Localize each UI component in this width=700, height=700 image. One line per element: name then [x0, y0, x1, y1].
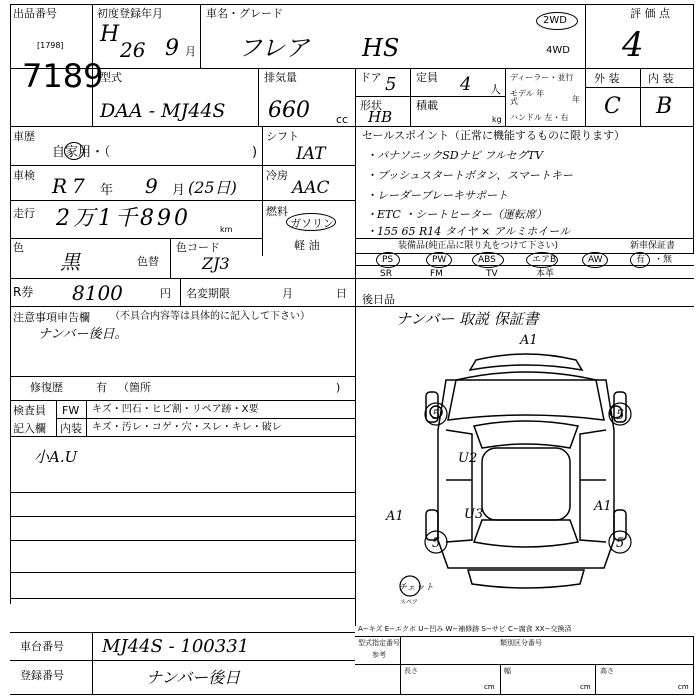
color-label: 色	[13, 241, 24, 254]
inspector-int-label: 内装	[60, 422, 82, 435]
exterior-label: 外 装	[594, 72, 620, 85]
rule-4	[10, 572, 355, 573]
sales-item-1: ・パナソニックSDナビ フルセグTV	[366, 149, 543, 162]
row-recycle	[10, 278, 694, 279]
inspector-label-2: 記入欄	[13, 422, 46, 435]
color-value: 黒	[60, 250, 80, 274]
inspection-month: 9	[145, 174, 158, 198]
border-right	[693, 4, 694, 254]
footer-top-right	[355, 636, 694, 637]
equip-warranty-yes: 有	[636, 255, 646, 265]
fuel-label: 燃料	[266, 205, 288, 218]
name-change-unit: 月	[282, 287, 293, 300]
equip-aw: AW	[588, 255, 603, 265]
right-side-shape	[580, 430, 606, 542]
later-value: ナンバー 取説 保証書	[396, 310, 539, 328]
footer-divider-cert	[400, 636, 401, 695]
remarks-value: ナンバー後日。	[38, 327, 128, 342]
equip-ps: PS	[382, 255, 394, 265]
equip-warranty-label: 新車保証書	[630, 241, 676, 251]
sales-item-5: ・155 65 R14 タイヤ × アルミホイール	[366, 225, 571, 238]
dealer-label: ディーラー・並行	[510, 73, 574, 82]
displacement-value: 660	[268, 98, 310, 123]
height-label: 高さ	[600, 667, 614, 675]
color-code-value: ZJ3	[202, 254, 230, 273]
repair-location: （箇所	[118, 381, 151, 394]
equip-airbag-circle	[526, 252, 558, 268]
mark-left-rear: A1	[386, 509, 404, 524]
displacement-label: 排気量	[264, 71, 297, 84]
later-label: 後日品	[362, 293, 395, 306]
first-reg-month-unit: 月	[185, 45, 196, 58]
mileage-unit: km	[220, 225, 233, 234]
car-name-label: 車名・グレード	[206, 7, 283, 20]
mark-tire-rl: 5	[432, 536, 441, 551]
inspection-year: 7	[72, 174, 85, 198]
car-diagram	[356, 330, 692, 620]
inspection-year-unit: 年	[100, 183, 114, 198]
row-equip	[355, 238, 694, 239]
reg-value: ナンバー後日	[146, 668, 241, 687]
length-unit: cm	[484, 683, 495, 691]
rear-bumper-shape	[468, 570, 584, 588]
lot-label: 出品番号	[13, 7, 57, 20]
repair-close: )	[336, 381, 341, 394]
row-inspector	[10, 400, 355, 401]
cert-sub: 参考	[372, 651, 386, 659]
remarks-hint: （不具合内容等は具体的に記入して下さい）	[110, 311, 310, 322]
inspection-day: (25日)	[188, 178, 237, 197]
divider-namechg	[180, 278, 181, 306]
row-divider-2	[10, 126, 694, 127]
sales-item-2: ・プッシュスタートボタン、スマートキー	[366, 169, 573, 182]
inspector-fw-label: FW	[62, 404, 80, 417]
divider-extra	[355, 90, 356, 130]
diagram-legend: A−キズ E−エクボ U−凹み W−補修跡 S−サビ C−腐食 XX−交換済	[358, 625, 572, 633]
inspector-note: 小A.U	[34, 448, 78, 466]
row-divider-ext	[585, 87, 694, 88]
footer-divider-left	[92, 632, 93, 694]
hood-shape	[448, 372, 604, 420]
mileage-label: 走行	[13, 207, 35, 220]
equip-tv: TV	[486, 269, 498, 279]
equip-sr: SR	[380, 269, 392, 279]
row-divider-shape	[355, 96, 505, 97]
shift-value: IAT	[296, 144, 326, 164]
load-label: 積載	[416, 99, 438, 112]
color-code-label: 色コード	[176, 241, 220, 254]
cert-label: 型式指定番号	[358, 639, 400, 647]
footer-top-left	[10, 632, 355, 633]
row-remarks	[10, 306, 355, 307]
equip-ps-circle	[376, 252, 400, 268]
divider-dealer	[505, 68, 506, 126]
row-divider-1	[10, 68, 694, 69]
equip-warranty-no: ・無	[654, 255, 673, 265]
mark-tire-fr: 5	[616, 408, 625, 423]
front-bumper-shape	[470, 354, 582, 370]
divider-score	[585, 4, 586, 126]
inspector-fw-items: キズ・凹石・ヒビ割・リペア跡・X要	[92, 404, 259, 415]
capacity-value: 4	[460, 74, 472, 95]
displacement-unit: cc	[336, 113, 349, 126]
interior-value: B	[656, 94, 673, 119]
repair-label: 修復歴	[30, 381, 63, 394]
equip-fm: FM	[430, 269, 443, 279]
footer-bottom	[10, 694, 694, 695]
footer-divider-height	[595, 664, 596, 695]
border-top	[10, 4, 694, 5]
shift-label: シフト	[266, 130, 299, 143]
interior-label: 内 装	[648, 72, 674, 85]
sales-item-3: ・レーダーブレーキサポート	[366, 189, 509, 202]
first-reg-month: 9	[165, 36, 179, 61]
spare-sub: スペア	[400, 599, 419, 606]
repair-has: 有	[96, 381, 107, 394]
equip-pw: PW	[432, 255, 447, 265]
width-unit: cm	[580, 683, 591, 691]
row-insp-bottom	[10, 436, 356, 437]
name-change-label: 名変期限	[186, 287, 230, 300]
height-unit: cm	[678, 683, 689, 691]
model-year-unit: 年	[572, 95, 580, 104]
score-label: 評 価 点	[630, 7, 670, 20]
row-color	[10, 238, 262, 239]
divider-disp	[258, 68, 259, 126]
divider-cap	[410, 68, 411, 126]
car-name: フレア	[238, 34, 310, 62]
first-reg-era: H	[100, 22, 120, 47]
mileage-value: 2万1千890	[56, 206, 191, 231]
mark-tire-rr: 5	[616, 536, 625, 551]
inspection-era: R	[52, 174, 68, 198]
history-label: 車歴	[13, 130, 35, 143]
inspector-int-items: キズ・汚レ・コゲ・穴・スレ・キレ・破レ	[92, 422, 282, 433]
left-side-shape	[446, 430, 472, 542]
drive-2wd: 2WD	[536, 12, 578, 30]
model-year-label: モデル 年式	[510, 89, 545, 106]
lot-number: 7189	[22, 57, 104, 95]
divider-colorcode	[170, 238, 171, 278]
inspection-month-unit: 月	[172, 183, 186, 198]
footer-mid-left	[10, 660, 355, 661]
fuel-gas-circle	[286, 213, 336, 231]
equip-airbag: エアB	[532, 255, 557, 265]
class-label: 類別区分番号	[500, 639, 542, 647]
rule-5	[10, 598, 355, 599]
divider-shift	[262, 126, 263, 256]
load-unit: kg	[492, 115, 502, 124]
footer-mid-right	[355, 664, 694, 665]
rule-1	[10, 492, 355, 493]
border-left	[10, 4, 11, 604]
inspection-label: 車検	[13, 169, 35, 182]
row-insp	[10, 165, 355, 166]
aircon-value: AAC	[292, 178, 330, 198]
aircon-label: 冷房	[266, 169, 288, 182]
mark-right-rear: A1	[594, 499, 612, 514]
width-label: 幅	[504, 667, 511, 675]
remarks-label: 注意事項申告欄	[13, 311, 90, 324]
equip-leather: 本革	[536, 269, 555, 279]
footer-divider-width	[500, 664, 501, 695]
mark-left-door: U2	[458, 451, 478, 466]
first-reg-year: 26	[120, 38, 146, 62]
color-change-label: 色替	[137, 255, 159, 268]
shape-value: HB	[368, 108, 393, 126]
fuel-gas: ガソリン	[290, 217, 334, 230]
length-label: 長さ	[404, 667, 418, 675]
equip-abs: ABS	[478, 255, 496, 265]
capacity-label: 定員	[416, 71, 438, 84]
capacity-unit: 人	[490, 83, 501, 96]
doors-label: ドア	[360, 71, 382, 84]
rear-window-shape	[474, 520, 578, 547]
drive-4wd: 4WD	[546, 45, 570, 56]
equip-abs-circle	[472, 252, 504, 268]
model-value: DAA - MJ44S	[100, 100, 226, 122]
history-circle	[64, 142, 84, 160]
rule-3	[10, 540, 355, 541]
recycle-label: R券	[13, 285, 34, 299]
sales-item-4: ・ETC ・シートヒーター（運転席）	[366, 208, 547, 221]
inspector-label-1: 検査員	[13, 404, 46, 417]
doors-value: 5	[385, 74, 397, 95]
grade: HS	[362, 34, 400, 62]
name-change-day-unit: 日	[336, 287, 347, 300]
recycle-value: 8100	[72, 281, 123, 305]
spare-label: チェット	[398, 583, 434, 593]
shape-label: 形状	[360, 99, 382, 112]
row-mileage	[10, 200, 355, 201]
footer-right-edge	[693, 636, 694, 695]
score-value: 4	[622, 25, 644, 65]
equip-warranty-circle	[630, 252, 650, 268]
row-repair	[10, 376, 355, 377]
divider-sales	[355, 126, 356, 306]
chassis-label: 車台番号	[20, 640, 64, 653]
history-close: )	[252, 145, 258, 160]
roof-shape	[482, 448, 570, 520]
sales-label: セールスポイント（正常に機能するものに限ります）	[362, 129, 626, 142]
body-outline	[438, 380, 614, 568]
windshield-shape	[474, 421, 578, 448]
mark-tire-fl: 5	[432, 408, 441, 423]
row-later-bottom	[355, 306, 694, 307]
exterior-value: C	[604, 94, 621, 119]
divider-ext	[640, 68, 641, 126]
rule-2	[10, 516, 355, 517]
mark-front: A1	[520, 333, 538, 348]
model-label: 型式	[100, 71, 122, 84]
row-insp-mid	[56, 418, 356, 419]
first-reg-label: 初度登録年月	[97, 7, 163, 20]
recycle-unit: 円	[160, 287, 171, 300]
divider-reg	[200, 4, 201, 68]
equip-label: 装備品(純正品に限り丸をつけて下さい)	[398, 241, 559, 251]
equip-aw-circle	[582, 252, 608, 268]
equip-pw-circle	[426, 252, 452, 268]
mark-left-lower: U3	[464, 507, 484, 522]
chassis-value: MJ44S - 100331	[102, 636, 250, 657]
history-value: 自家用・（	[52, 145, 111, 160]
handle-label: ハンドル 左・右	[510, 113, 569, 122]
fuel-diesel: 軽 油	[294, 239, 320, 252]
reg-label: 登録番号	[20, 669, 64, 682]
lot-sub: [1798]	[37, 41, 64, 50]
